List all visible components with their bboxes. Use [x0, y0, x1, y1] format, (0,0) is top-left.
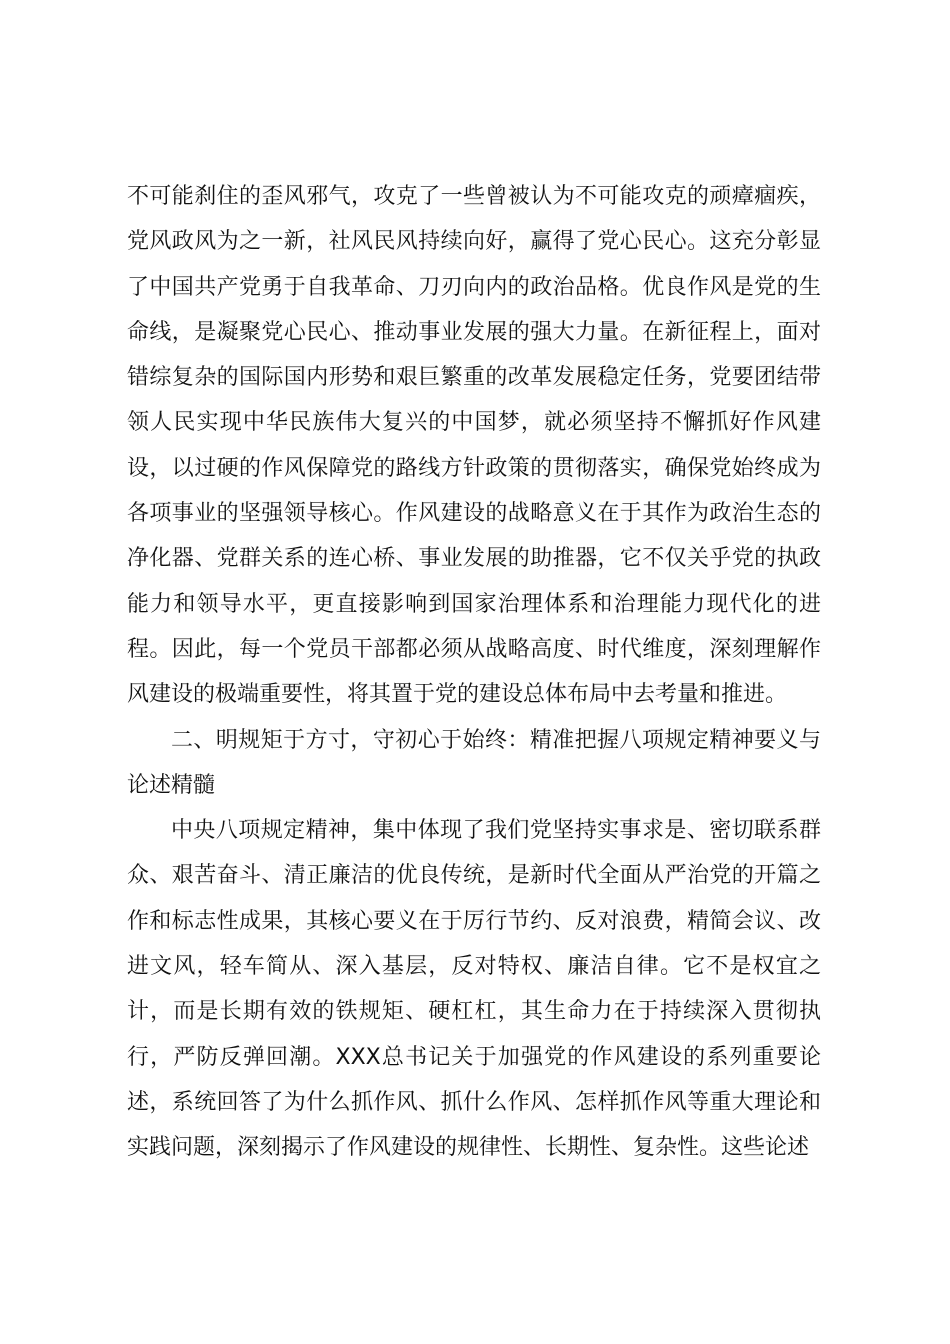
document-page: [127, 174, 821, 1171]
section-heading: 二、明规矩于方寸，守初心于始终：精准把握八项规定精神要义与论述精髓: [127, 727, 821, 798]
body-paragraph-2: 中央八项规定精神，集中体现了我们党坚持实事求是、密切联系群众、艰苦奋斗、清正廉洁的优良传统，是新时代全面从严治党的开篇之作和标志性成果，其核心要义在于厉行节约、反对浪费，精简会议、改进文风，轻车简从、深入基层，反对特权、廉洁自律。它不是权宜之计，而是长期有效的铁规矩、硬杠杠，其生命力在于持续深入贯彻执行，严防反弹回潮。XXX总书记关于加强党的作风建设的系列重要论述，系统回答了为什么抓作风、抓什么作风、怎样抓作风等重大理论和实践问题，深刻揭示了作风建设的规律性、长期性、复杂性。这些论述: [127, 818, 821, 1161]
body-paragraph-1: 不可能刹住的歪风邪气，攻克了一些曾被认为不可能攻克的顽瘴痼疾，党风政风为之一新，社风民风持续向好，赢得了党心民心。这充分彰显了中国共产党勇于自我革命、刀刃向内的政治品格。优良作风是党的生命线，是凝聚党心民心、推动事业发展的强大力量。在新征程上，面对错综复杂的国际国内形势和艰巨繁重的改革发展稳定任务，党要团结带领人民实现中华民族伟大复兴的中国梦，就必须坚持不懈抓好作风建设，以过硬的作风保障党的路线方针政策的贯彻落实，确保党始终成为各项事业的坚强领导核心。作风建设的战略意义在于其作为政治生态的净化器、党群关系的连心桥、事业发展的助推器，它不仅关乎党的执政能力和领导水平，更直接影响到国家治理体系和治理能力现代化的进程。因此，每一个党员干部都必须从战略高度、时代维度，深刻理解作风建设的极端重要性，将其置于党的建设总体布局中去考量和推进。: [127, 184, 821, 708]
